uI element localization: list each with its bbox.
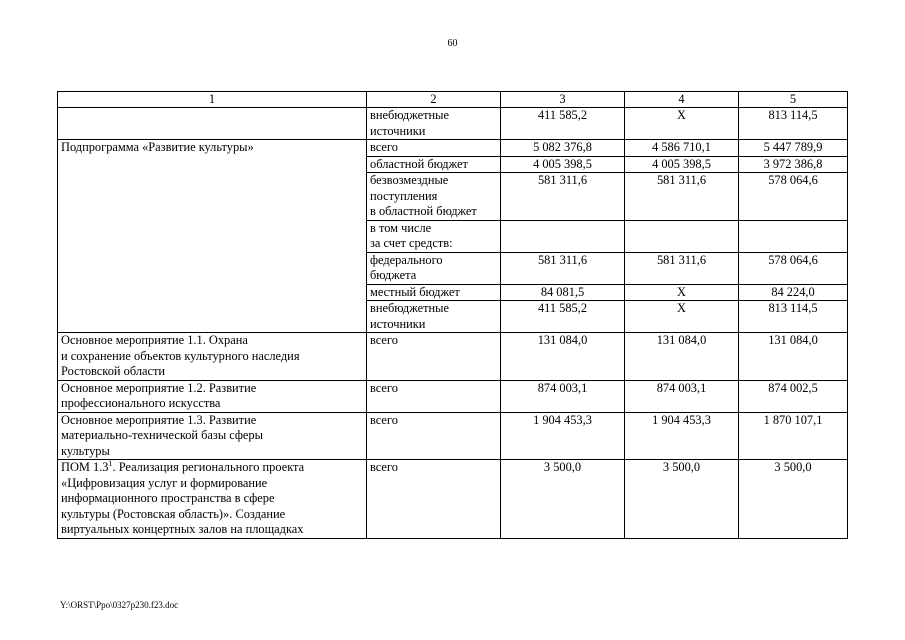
value-cell: 578 064,6 <box>739 252 848 284</box>
value-cell: 1 904 453,3 <box>501 412 625 460</box>
table-row <box>58 108 848 140</box>
value-cell: 813 114,5 <box>739 301 848 333</box>
source-cell: всего <box>367 140 501 157</box>
column-header: 2 <box>367 92 501 108</box>
value-cell: 3 500,0 <box>625 460 739 539</box>
value-cell: 84 081,5 <box>501 284 625 301</box>
value-cell: 3 972 386,8 <box>739 156 848 173</box>
pom-prefix: ПОМ 1.3 <box>61 460 109 474</box>
value-cell: 581 311,6 <box>501 252 625 284</box>
value-cell: 1 904 453,3 <box>625 412 739 460</box>
measure-title: Основное мероприятие 1.1. Охрана и сохранение объектов культурного наследия Ростовской области <box>58 333 367 381</box>
source-cell: всего <box>367 333 501 381</box>
pom-text: . Реализация регионального проекта «Цифровизация услуг и формирование информационного пространства в сфере культуры (Ростовская область)». Создание виртуальных концертных залов на площадках <box>61 460 305 536</box>
budget-table <box>57 91 848 539</box>
value-cell: Х <box>625 108 739 140</box>
source-cell: федерального бюджета <box>367 252 501 284</box>
source-cell: всего <box>367 380 501 412</box>
page-number: 60 <box>447 38 458 49</box>
value-cell: 84 224,0 <box>739 284 848 301</box>
value-cell: 5 082 376,8 <box>501 140 625 157</box>
table-row <box>58 460 848 539</box>
value-cell: 4 005 398,5 <box>501 156 625 173</box>
value-cell: 578 064,6 <box>739 173 848 221</box>
value-cell: 874 003,1 <box>501 380 625 412</box>
value-cell: 581 311,6 <box>625 252 739 284</box>
table-row <box>58 412 848 460</box>
value-cell: 1 870 107,1 <box>739 412 848 460</box>
value-cell: 131 084,0 <box>501 333 625 381</box>
footer-file-path: Y:\ORST\Ppo\0327p230.f23.doc <box>60 600 179 610</box>
column-header: 5 <box>739 92 848 108</box>
value-cell <box>501 220 625 252</box>
table-row <box>58 140 848 157</box>
value-cell: 4 586 710,1 <box>625 140 739 157</box>
value-cell: 131 084,0 <box>739 333 848 381</box>
column-header: 1 <box>58 92 367 108</box>
source-cell: областной бюджет <box>367 156 501 173</box>
column-header: 4 <box>625 92 739 108</box>
value-cell <box>739 220 848 252</box>
value-cell: 874 002,5 <box>739 380 848 412</box>
table-row <box>58 333 848 381</box>
source-cell: в том числе за счет средств: <box>367 220 501 252</box>
source-cell: внебюджетные источники <box>367 301 501 333</box>
table-header-row <box>58 92 848 108</box>
pom-superscript: 1 <box>108 458 113 468</box>
value-cell: 411 585,2 <box>501 301 625 333</box>
value-cell <box>625 220 739 252</box>
source-cell: всего <box>367 412 501 460</box>
value-cell: 411 585,2 <box>501 108 625 140</box>
measure-title: Основное мероприятие 1.2. Развитие профессионального искусства <box>58 380 367 412</box>
column-header: 3 <box>501 92 625 108</box>
value-cell: 5 447 789,9 <box>739 140 848 157</box>
value-cell: 131 084,0 <box>625 333 739 381</box>
measure-title <box>58 460 367 539</box>
value-cell: 813 114,5 <box>739 108 848 140</box>
value-cell: 581 311,6 <box>625 173 739 221</box>
value-cell: Х <box>625 301 739 333</box>
value-cell: 4 005 398,5 <box>625 156 739 173</box>
table-row <box>58 380 848 412</box>
source-cell: внебюджетные источники <box>367 108 501 140</box>
subprogram-title: Подпрограмма «Развитие культуры» <box>58 140 367 333</box>
source-cell: местный бюджет <box>367 284 501 301</box>
value-cell: 581 311,6 <box>501 173 625 221</box>
value-cell: 874 003,1 <box>625 380 739 412</box>
source-cell: всего <box>367 460 501 539</box>
value-cell: 3 500,0 <box>739 460 848 539</box>
value-cell: Х <box>625 284 739 301</box>
value-cell: 3 500,0 <box>501 460 625 539</box>
table-cell <box>58 108 367 140</box>
source-cell: безвозмездные поступления в областной бюджет <box>367 173 501 221</box>
measure-title: Основное мероприятие 1.3. Развитие материально-технической базы сферы культуры <box>58 412 367 460</box>
